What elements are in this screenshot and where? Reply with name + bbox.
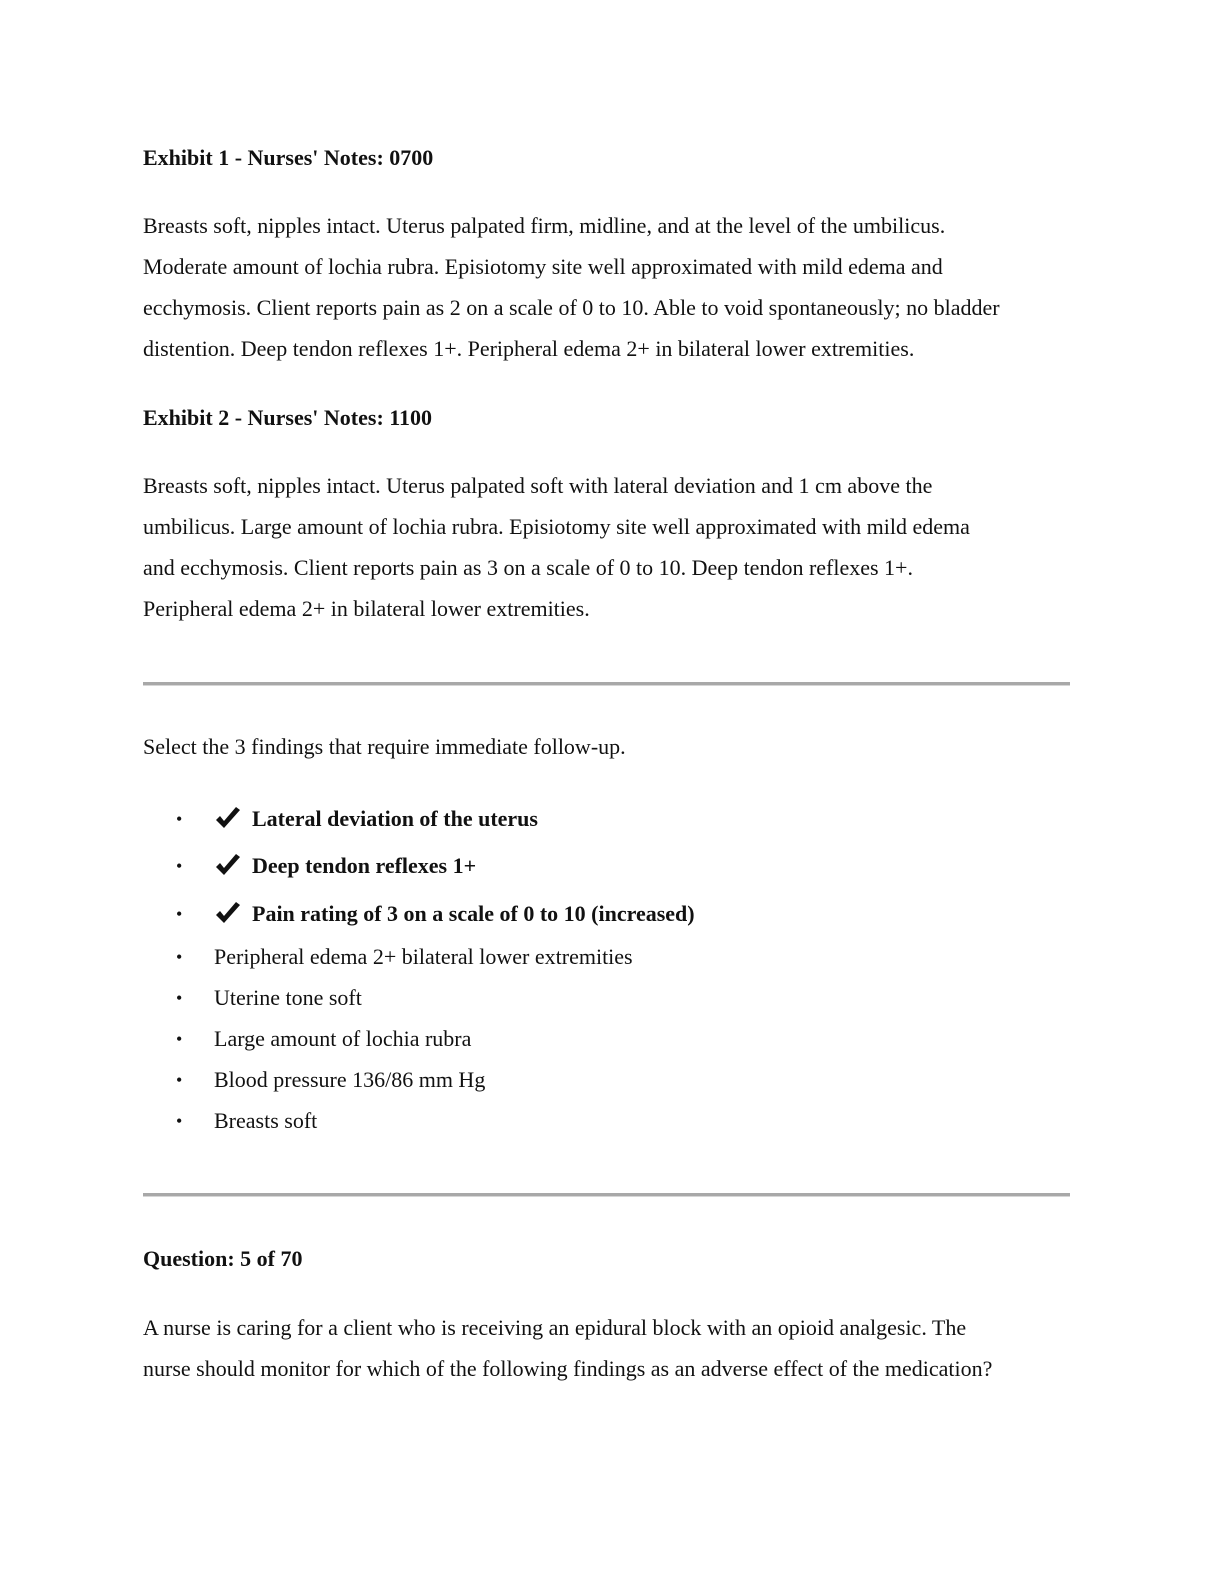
option-label: Deep tendon reflexes 1+ bbox=[252, 853, 477, 878]
section-divider bbox=[143, 682, 1070, 685]
answer-option[interactable] bbox=[0, 942, 900, 972]
exhibit-1-notes bbox=[143, 205, 1088, 369]
bullet-icon: • bbox=[176, 1111, 183, 1131]
check-icon bbox=[214, 900, 242, 928]
option-label: Lateral deviation of the uterus bbox=[252, 806, 538, 831]
answer-option[interactable] bbox=[0, 1024, 900, 1054]
question-stem-line: A nurse is caring for a client who is receiving an epidural block with an opioid analgesic. The bbox=[143, 1315, 967, 1340]
exhibit-2-notes bbox=[143, 465, 1088, 629]
exhibit-1-line: distention. Deep tendon reflexes 1+. Peripheral edema 2+ in bilateral lower extremities. bbox=[143, 336, 915, 361]
option-label: Peripheral edema 2+ bilateral lower extremities bbox=[214, 944, 633, 969]
exhibit-2-line: Breasts soft, nipples intact. Uterus palpated soft with lateral deviation and 1 cm above the bbox=[143, 473, 933, 498]
exhibit-1-line: Breasts soft, nipples intact. Uterus palpated firm, midline, and at the level of the umbilicus. bbox=[143, 213, 946, 238]
bullet-icon: • bbox=[176, 856, 183, 876]
answer-option-selected[interactable] bbox=[0, 899, 900, 929]
answer-option[interactable] bbox=[0, 1065, 900, 1095]
answer-option-selected[interactable] bbox=[0, 804, 900, 834]
answer-option-selected[interactable] bbox=[0, 851, 900, 881]
exhibit-2-line: and ecchymosis. Client reports pain as 3 on a scale of 0 to 10. Deep tendon reflexes 1+. bbox=[143, 555, 913, 580]
question-stem bbox=[143, 1307, 1088, 1389]
answer-option[interactable] bbox=[0, 1106, 900, 1136]
bullet-icon: • bbox=[176, 809, 183, 829]
bullet-icon: • bbox=[176, 947, 183, 967]
option-label: Large amount of lochia rubra bbox=[214, 1026, 472, 1051]
option-label: Breasts soft bbox=[214, 1108, 318, 1133]
bullet-icon: • bbox=[176, 988, 183, 1008]
bullet-icon: • bbox=[176, 1029, 183, 1049]
exhibit-2-line: Peripheral edema 2+ in bilateral lower extremities. bbox=[143, 596, 590, 621]
question-prompt: Select the 3 findings that require immediate follow-up. bbox=[143, 734, 626, 759]
option-label: Uterine tone soft bbox=[214, 985, 362, 1010]
answer-option[interactable] bbox=[0, 983, 900, 1013]
option-label: Pain rating of 3 on a scale of 0 to 10 (increased) bbox=[252, 901, 695, 926]
exhibit-2-title: Exhibit 2 - Nurses' Notes: 1100 bbox=[143, 405, 433, 430]
exhibit-2-line: umbilicus. Large amount of lochia rubra. Episiotomy site well approximated with mild edema bbox=[143, 514, 970, 539]
check-icon bbox=[214, 805, 242, 833]
question-stem-line: nurse should monitor for which of the following findings as an adverse effect of the medication? bbox=[143, 1356, 993, 1381]
exhibit-1-line: Moderate amount of lochia rubra. Episiotomy site well approximated with mild edema and bbox=[143, 254, 943, 279]
section-divider bbox=[143, 1193, 1070, 1196]
exhibit-1-line: ecchymosis. Client reports pain as 2 on a scale of 0 to 10. Able to void spontaneously; no bladder bbox=[143, 295, 1000, 320]
option-label: Blood pressure 136/86 mm Hg bbox=[214, 1067, 486, 1092]
bullet-icon: • bbox=[176, 1070, 183, 1090]
bullet-icon: • bbox=[176, 904, 183, 924]
exhibit-1-title: Exhibit 1 - Nurses' Notes: 0700 bbox=[143, 145, 434, 170]
check-icon bbox=[214, 852, 242, 880]
question-number: Question: 5 of 70 bbox=[143, 1246, 303, 1271]
